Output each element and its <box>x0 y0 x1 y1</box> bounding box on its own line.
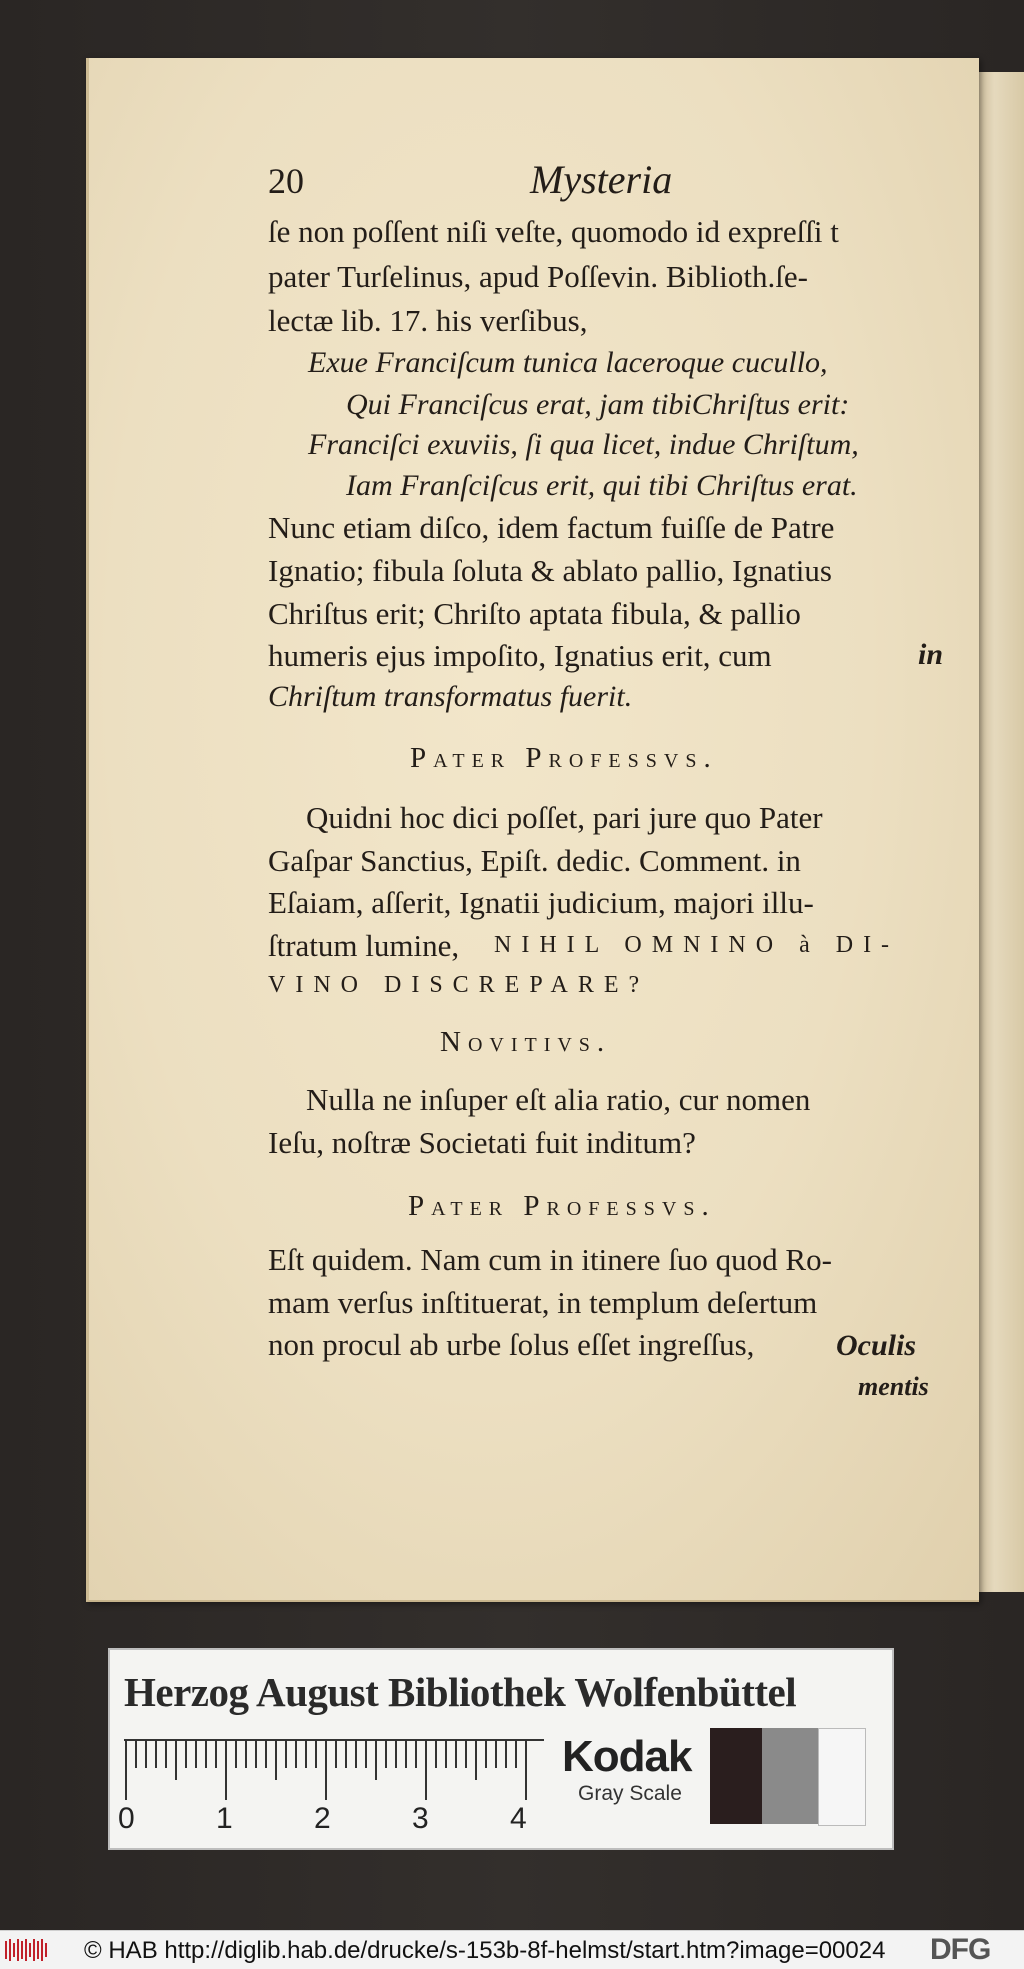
ruler <box>124 1738 544 1804</box>
hab-logo-icon <box>4 1937 50 1963</box>
ruler-number: 3 <box>412 1802 429 1835</box>
text-fragment: in <box>918 638 944 671</box>
text-line: Chriſtus erit; Chriſto aptata fibula, & pallio <box>268 596 801 631</box>
ruler-number: 1 <box>216 1802 233 1835</box>
footer-bar <box>0 1930 1024 1969</box>
text-line: Gaſpar Sanctius, Epiſt. dedic. Comment. in <box>268 843 801 878</box>
text-line: ſtratum lumine, <box>268 928 460 963</box>
ruler-number: 0 <box>118 1802 135 1835</box>
ruler-number: 4 <box>510 1802 527 1835</box>
text-line: non procul ab urbe ſolus eſſet ingreſſus, <box>268 1327 755 1362</box>
verse-line: Franciſci exuviis, ſi qua licet, indue Chriſtum, <box>308 428 859 461</box>
gray-scale-label: Gray Scale <box>578 1782 682 1805</box>
verse-line: Iam Franſciſcus erit, qui tibi Chriſtus erat. <box>346 469 858 502</box>
facing-page-edge <box>975 72 1024 1592</box>
text-line: Eſaiam, aſſerit, Ignatii judicium, majori illu- <box>268 885 814 920</box>
swatch-white <box>818 1728 866 1826</box>
library-name: Herzog August Bibliothek Wolfenbüttel <box>124 1669 797 1715</box>
text-line: humeris ejus impoſito, Ignatius erit, cum <box>268 638 772 673</box>
emphasis-caps: VINO DISCREPARE? <box>268 972 650 998</box>
kodak-logo: Kodak <box>562 1732 692 1781</box>
text-line: Ieſu, noſtræ Societati fuit inditum? <box>268 1125 696 1160</box>
verse-line: Qui Franciſcus erat, jam tibiChriſtus erit: <box>346 388 850 421</box>
text-line: Quidni hoc dici poſſet, pari jure quo Pater <box>306 800 823 835</box>
text-line: ſe non poſſent niſi veſte, quomodo id expreſſi t <box>268 214 839 249</box>
swatch-black <box>710 1728 762 1824</box>
speaker-heading: Pater Professvs. <box>408 1190 716 1222</box>
text-line: Ignatio; fibula ſoluta & ablato pallio, Ignatius <box>268 553 832 588</box>
text-line: Chriſtum transformatus fuerit. <box>268 680 633 713</box>
speaker-heading: Pater Professvs. <box>410 742 718 774</box>
running-head: Mysteria <box>530 157 673 202</box>
text-line: Eſt quidem. Nam cum in itinere ſuo quod Ro- <box>268 1242 832 1277</box>
page-number: 20 <box>268 161 304 201</box>
dfg-logo: DFG <box>930 1933 991 1966</box>
text-line: pater Turſelinus, apud Poſſevin. Biblioth.ſe- <box>268 259 808 294</box>
ruler-number: 2 <box>314 1802 331 1835</box>
text-line: mam verſus inſtituerat, in templum deſertum <box>268 1285 818 1320</box>
speaker-heading: Novitivs. <box>440 1026 612 1058</box>
swatch-gray <box>762 1728 818 1824</box>
catchword: mentis <box>858 1372 929 1401</box>
text-line: Nulla ne inſuper eſt alia ratio, cur nomen <box>306 1082 811 1117</box>
text-line: Nunc etiam diſco, idem factum fuiſſe de Patre <box>268 510 835 545</box>
text-fragment: Oculis <box>836 1329 917 1362</box>
verse-line: Exue Franciſcum tunica laceroque cucullo, <box>308 346 828 379</box>
copyright-url[interactable]: © HAB http://diglib.hab.de/drucke/s-153b-8f-helmst/start.htm?image=00024 <box>84 1937 886 1964</box>
text-line: lectæ lib. 17. his verſibus, <box>268 303 588 338</box>
emphasis-caps: NIHIL OMNINO à DI- <box>494 932 900 958</box>
color-calibration-card <box>108 1648 894 1850</box>
